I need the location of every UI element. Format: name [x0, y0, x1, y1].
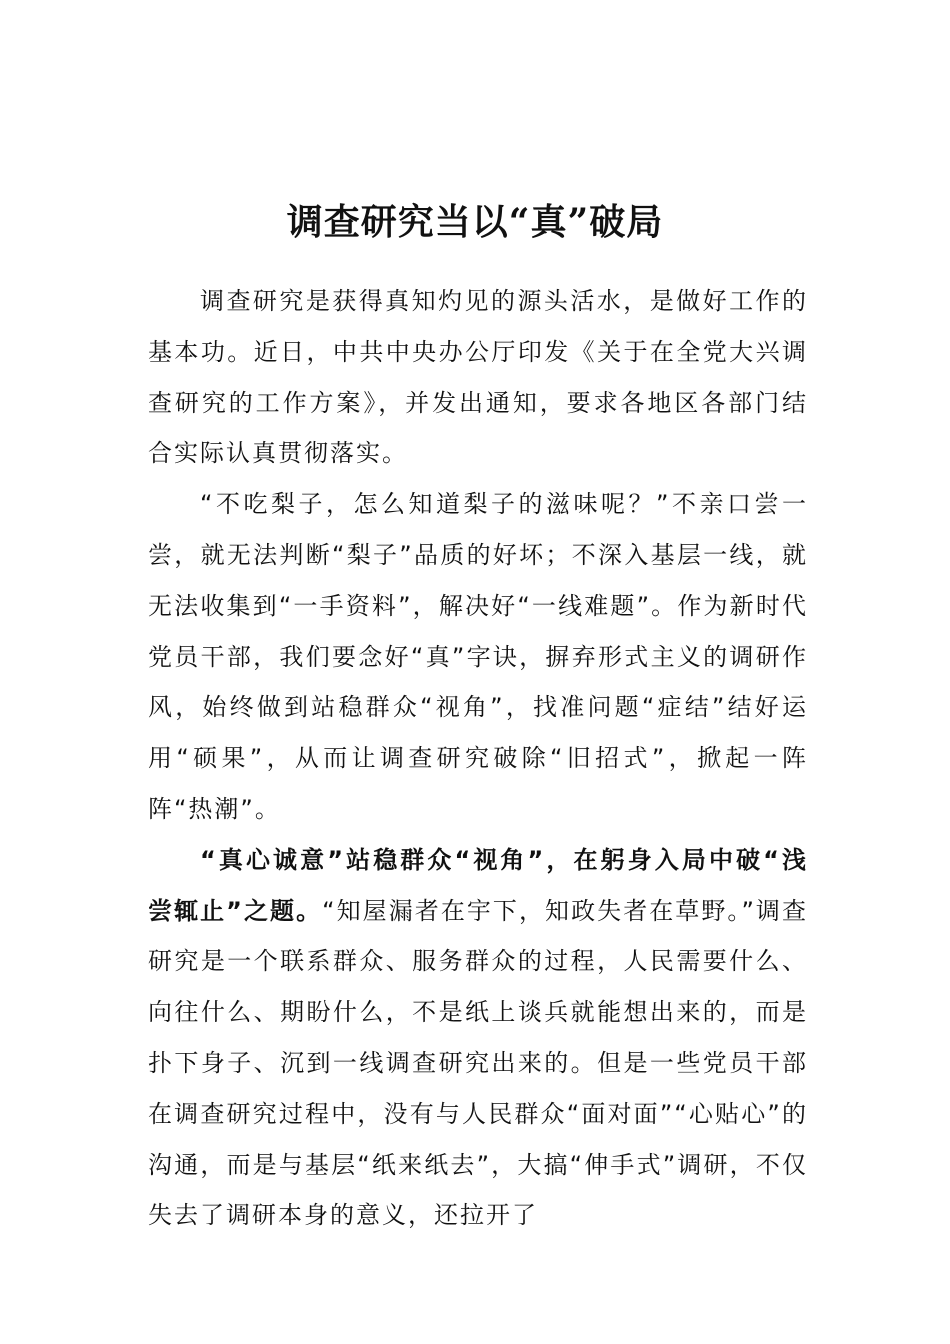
document-title: 调查研究当以“真”破局 [286, 201, 664, 244]
paragraph-pear-metaphor [148, 479, 808, 835]
section-heading: “真心诚意”站稳群众“视角”，在躬身入局中破“浅尝辄止”之题。 [148, 845, 808, 925]
paragraph-text: 调查研究是获得真知灼见的源头活水，是做好工作的基本功。近日，中共中央办公厅印发《关于在全党大兴调查研究的工作方案》，并发出通知，要求各地区各部门结合实际认真贯彻落实。 [148, 287, 808, 468]
document-body [148, 276, 808, 1241]
paragraph-text: “知屋漏者在宇下，知政失者在草野。”调查研究是一个联系群众、服务群众的过程，人民需要什么、向往什么、期盼什么，不是纸上谈兵就能想出来的，而是扑下身子、沉到一线调查研究出来的。但是一些党员干部在调查研究过程中，没有与人民群众“面对面”“心贴心”的沟通，而是与基层“纸来纸去”，大搞“伸手式”调研，不仅失去了调研本身的意义，还拉开了 [148, 896, 808, 1230]
paragraph-intro [148, 276, 808, 479]
paragraph-text: “不吃梨子，怎么知道梨子的滋味呢？”不亲口尝一尝，就无法判断“梨子”品质的好坏；不深入基层一线，就无法收集到“一手资料”，解决好“一线难题”。作为新时代党员干部，我们要念好“真”字诀，摒弃形式主义的调研作风，始终做到站稳群众“视角”，找准问题“症结”结好运用“硕果”，从而让调查研究破除“旧招式”，掀起一阵阵“热潮”。 [148, 490, 808, 823]
paragraph-section-one [148, 835, 808, 1241]
